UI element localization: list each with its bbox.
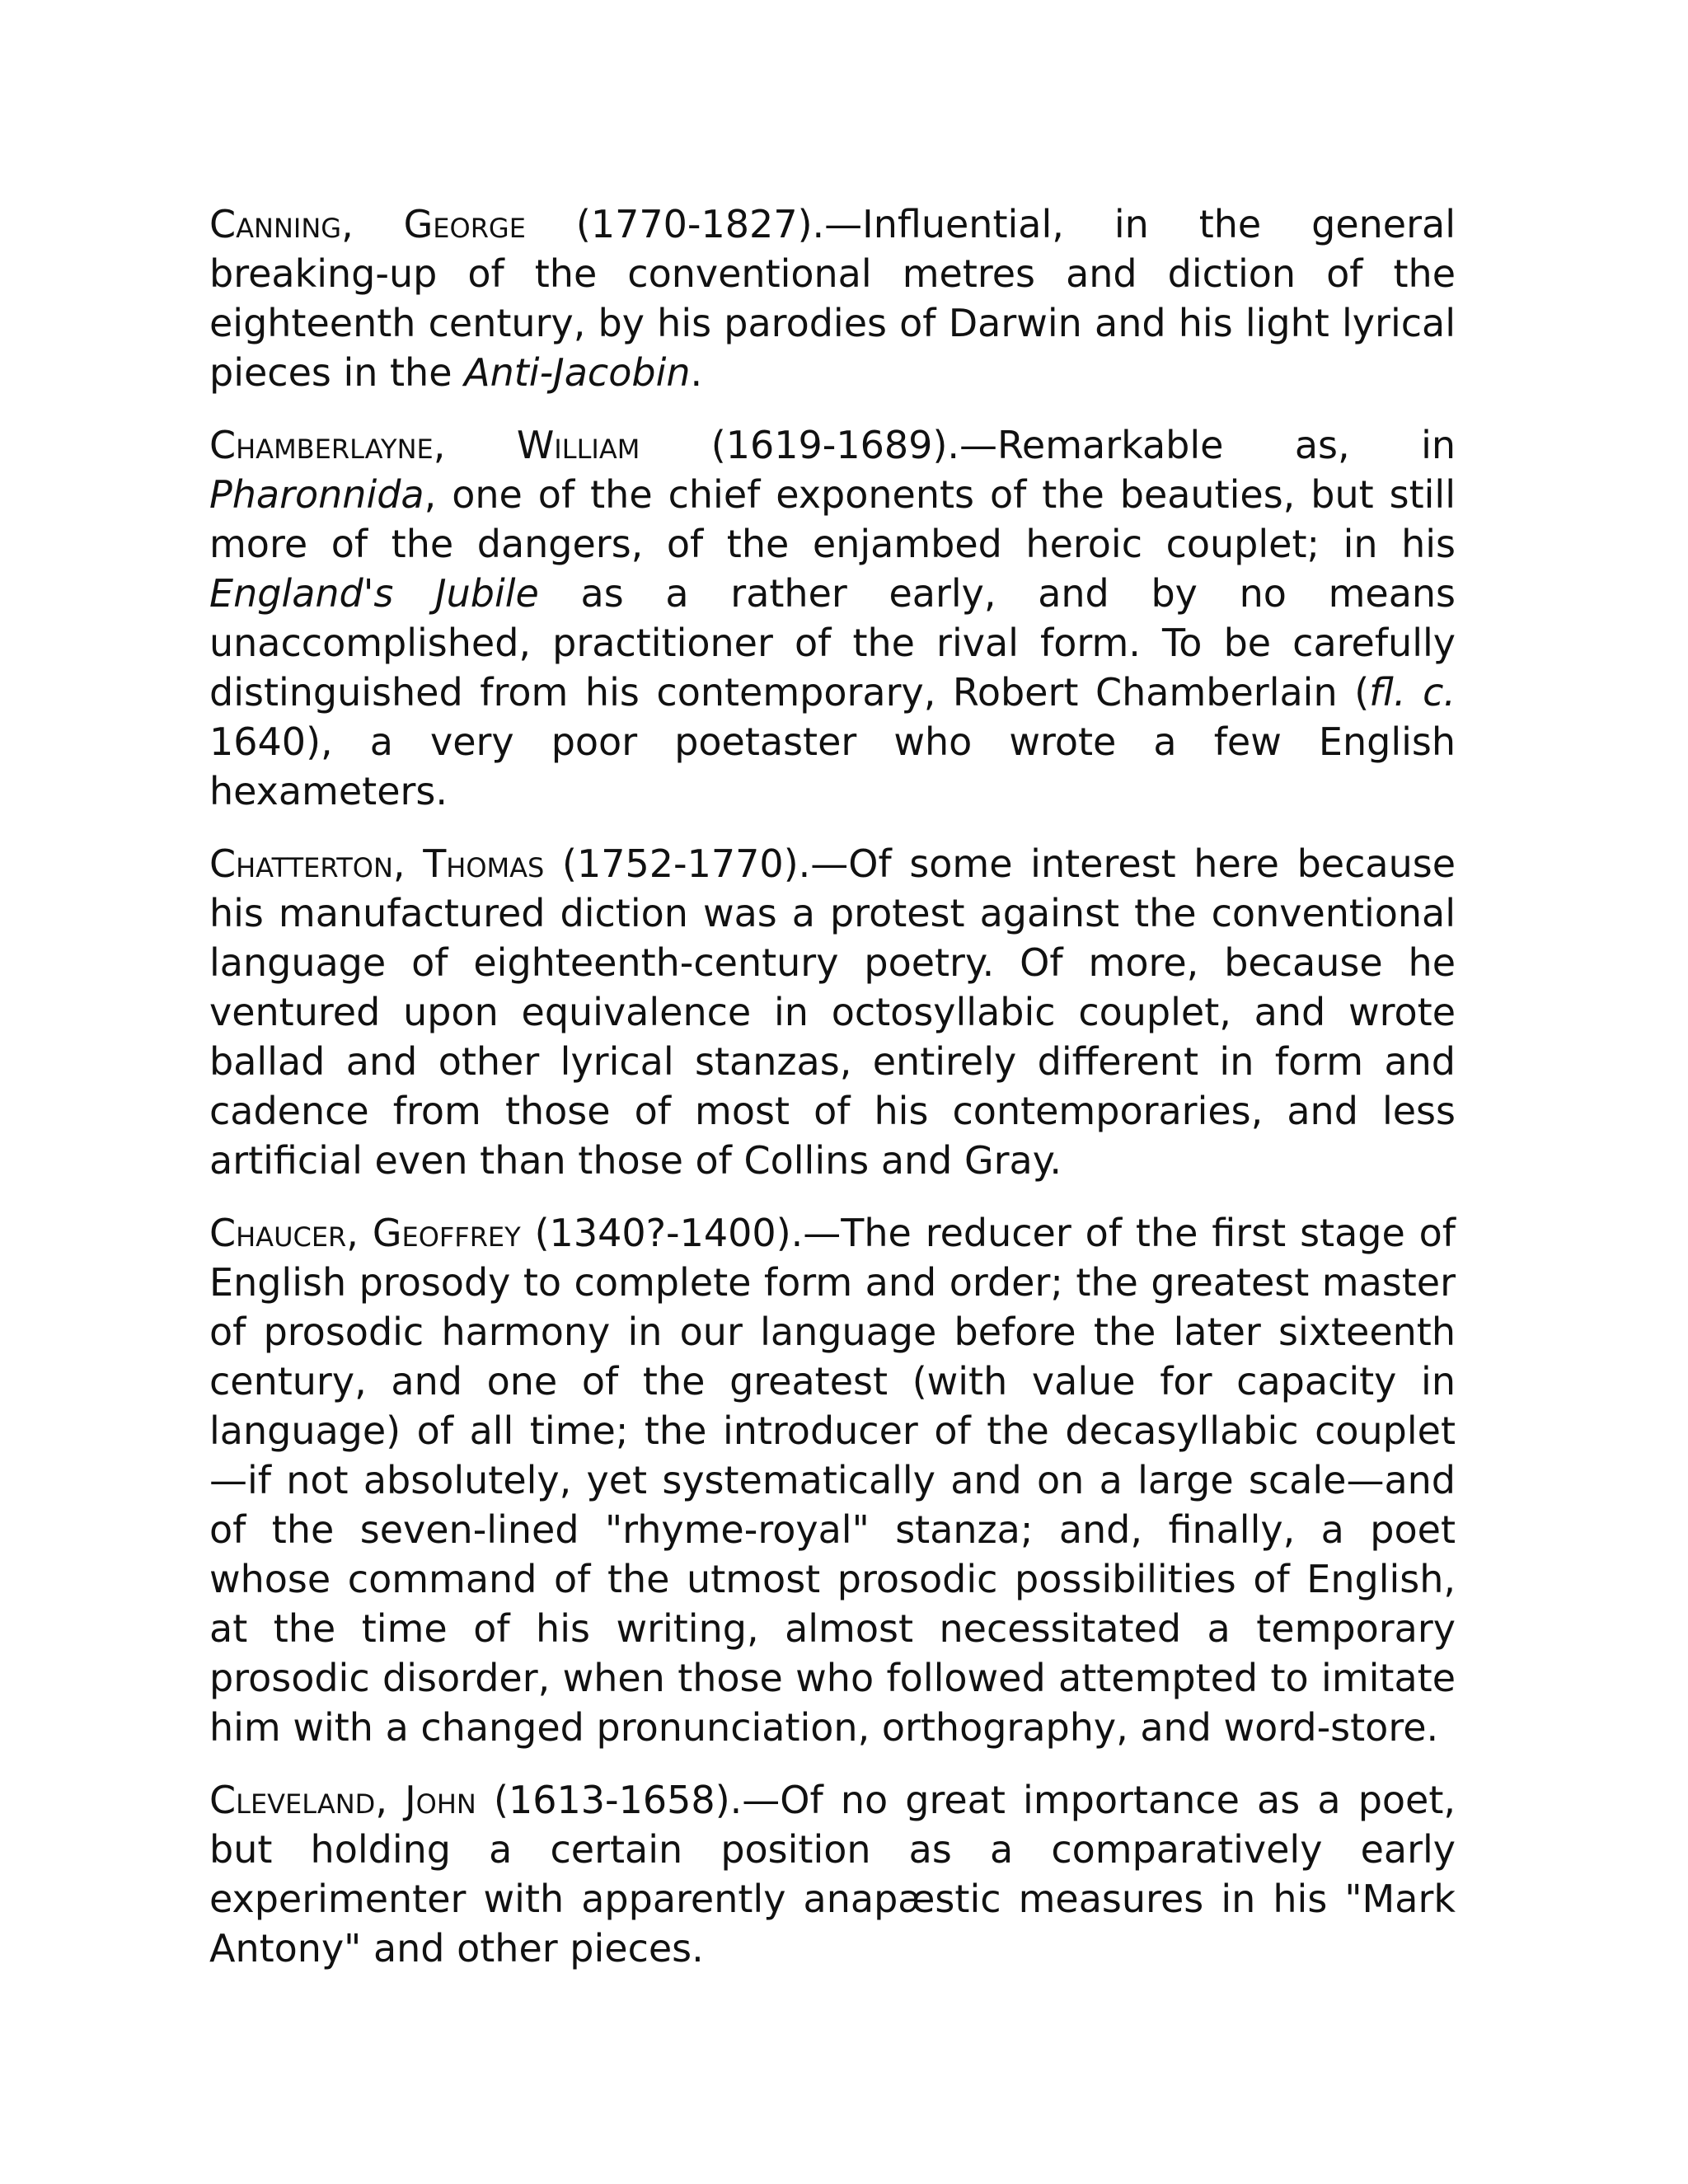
entry-text: 1640), a very poor poetaster who wrote a few English hexameters. — [209, 719, 1456, 813]
entry-text: . — [690, 350, 703, 395]
entry-surname: Chatterton — [209, 841, 393, 886]
entry-italic-title: Pharonnida — [209, 472, 424, 517]
entry-text: (1770-1827).—Influential, in the general breaking-up of the conventional metres and diction of the eighteenth century, by his parodies of Darwin and his light lyrical pieces in the — [209, 202, 1456, 395]
entry-text: (1619-1689).—Remarkable as, in — [640, 423, 1456, 467]
document-page — [209, 199, 1456, 1996]
entry-given-name: Thomas — [423, 841, 545, 886]
entry-surname: Canning — [209, 202, 342, 246]
entry-given-name: George — [403, 202, 526, 246]
entry-text: (1340?-1400).—The reducer of the first stage of English prosody to complete form and order; the greatest master of prosodic harmony in our language before the later sixteenth century, and one of the greatest (with value for capacity in language) of all time; the introducer of the decasyllabic couplet—if not absolutely, yet systematically and on a large scale—and of the seven-lined "rhyme-royal" stanza; and, finally, a poet whose command of the utmost prosodic possibilities of English, at the time of his writing, almost necessitated a temporary prosodic disorder, when those who followed attempted to imitate him with a changed pronunciation, orthography, and word-store. — [209, 1211, 1456, 1750]
entry-chatterton: Chatterton, Thomas (1752-1770).—Of some interest here because his manufactured diction was a protest against the conventional language of eighteenth-century poetry. Of more, because he ventured upon equivalence in octosyllabic couplet, and wrote ballad and other lyrical stanzas, entirely different in form and cadence from those of most of his contemporaries, and less artificial even than those of Collins and Gray. — [209, 841, 1456, 1183]
entry-surname: Chaucer — [209, 1211, 347, 1255]
entry-text: (1752-1770).—Of some interest here because his manufactured diction was a protest against the conventional language of eighteenth-century poetry. Of more, because he ventured upon equivalence in octosyllabic couplet, and wrote ballad and other lyrical stanzas, entirely different in form and cadence from those of most of his contemporaries, and less artificial even than those of Collins and Gray. — [209, 841, 1456, 1183]
entry-surname: Cleveland — [209, 1778, 376, 1822]
entry-canning: Canning, George (1770-1827).—Influential, in the general breaking-up of the conventional metres and diction of the eighteenth century, by his parodies of Darwin and his light lyrical pieces in the Anti-Jacobin. — [209, 202, 1456, 395]
entry-given-name: John — [405, 1778, 476, 1822]
entry-text: as a rather early, and by no means unaccomplished, practitioner of the rival form. To be carefully distinguished from his contemporary, Robert Chamberlain ( — [209, 571, 1456, 715]
entry-cleveland: Cleveland, John (1613-1658).—Of no great importance as a poet, but holding a certain position as a comparatively early experimenter with apparently anapæstic measures in his "Mark Antony" and other pieces. — [209, 1778, 1456, 1971]
entry-chaucer: Chaucer, Geoffrey (1340?-1400).—The reducer of the first stage of English prosody to complete form and order; the greatest master of prosodic harmony in our language before the later sixteenth century, and one of the greatest (with value for capacity in language) of all time; the introducer of the decasyllabic couplet—if not absolutely, yet systematically and on a large scale—and of the seven-lined "rhyme-royal" stanza; and, finally, a poet whose command of the utmost prosodic possibilities of English, at the time of his writing, almost necessitated a temporary prosodic disorder, when those who followed attempted to imitate him with a changed pronunciation, orthography, and word-store. — [209, 1211, 1456, 1750]
entry-text: , one of the chief exponents of the beauties, but still more of the dangers, of the enjambed heroic couplet; in his — [209, 472, 1456, 566]
entry-italic-abbrev: fl. c. — [1369, 670, 1456, 715]
entry-italic-title: Anti-Jacobin — [464, 350, 691, 395]
entry-surname: Chamberlayne — [209, 423, 434, 467]
entry-given-name: Geoffrey — [372, 1211, 521, 1255]
entry-chamberlayne: Chamberlayne, William (1619-1689).—Remarkable as, in Pharonnida, one of the chief exponents of the beauties, but still more of the dangers, of the enjambed heroic couplet; in his England's Jubile as a rather early, and by no means unaccomplished, practitioner of the rival form. To be carefully distinguished from his contemporary, Robert Chamberlain (fl. c. 1640), a very poor poetaster who wrote a few English hexameters. — [209, 423, 1456, 813]
entry-italic-title: England's Jubile — [209, 571, 539, 616]
entry-text: (1613-1658).—Of no great importance as a poet, but holding a certain position as a comparatively early experimenter with apparently anapæstic measures in his "Mark Antony" and other pieces. — [209, 1778, 1456, 1971]
entry-given-name: William — [516, 423, 640, 467]
